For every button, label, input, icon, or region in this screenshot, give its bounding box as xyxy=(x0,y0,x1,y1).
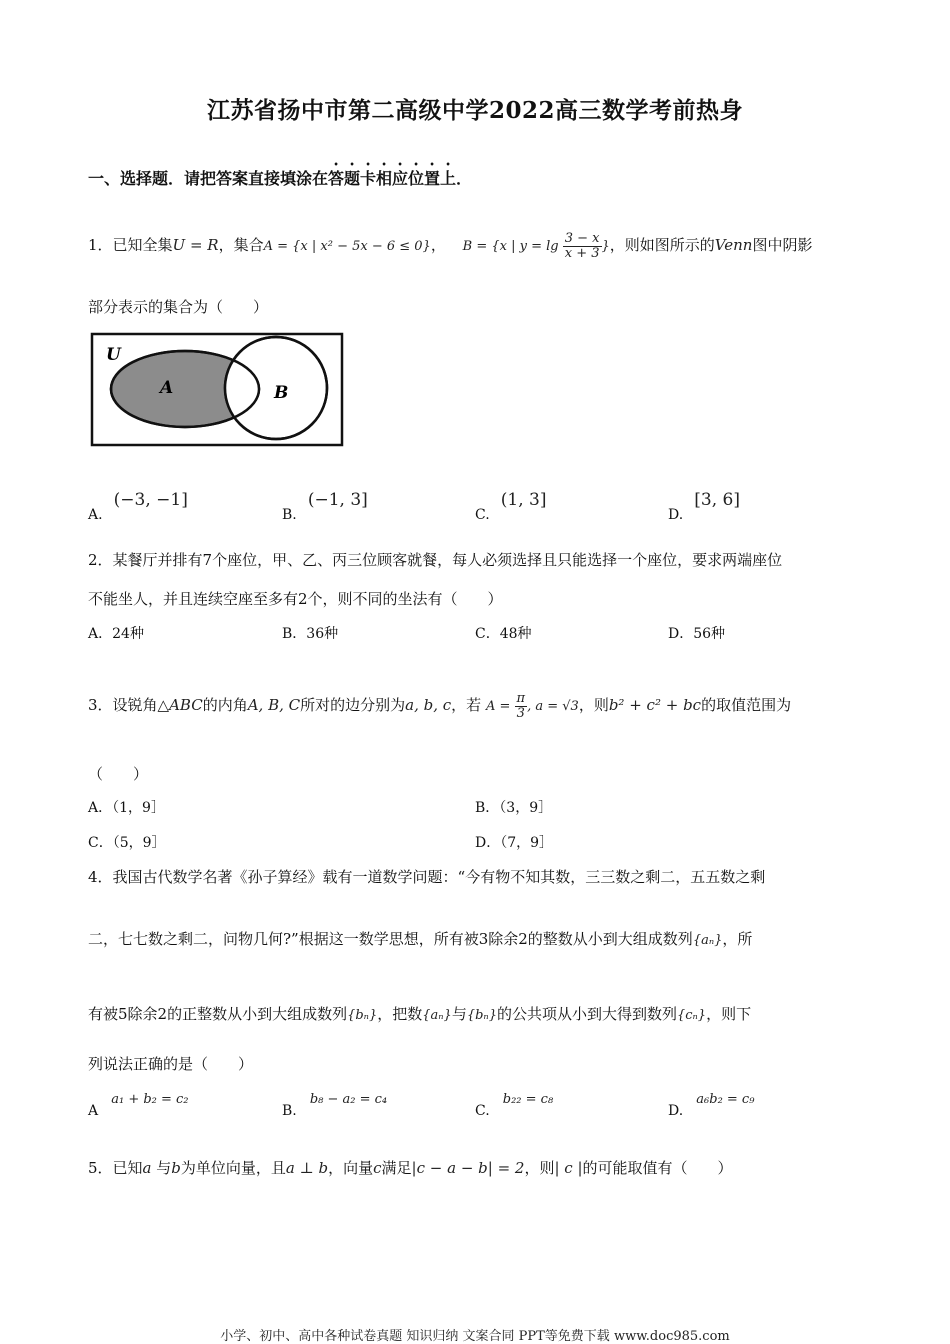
option-label: B. xyxy=(282,507,297,523)
question-3-line-1 xyxy=(88,692,791,721)
q5-text: 的可能取值有（ ） xyxy=(582,1159,733,1177)
q3-fraction-numerator: π xyxy=(516,691,526,706)
q1-fraction xyxy=(563,232,602,261)
venn-label-u: U xyxy=(106,345,121,365)
q1-option-b[interactable] xyxy=(282,490,368,523)
q5-vector-a: a xyxy=(142,1159,152,1177)
q5-text: ，则 xyxy=(524,1159,555,1177)
q4-text: 二，七七数之剩二，问物几何?”根据这一数学思想，所有被3除余2的整数从小到大组成数列 xyxy=(88,930,693,948)
q4-text: ，把数 xyxy=(377,1005,423,1023)
option-label: D． xyxy=(668,626,694,642)
option-label: B． xyxy=(475,800,500,816)
q5-text: 与 xyxy=(156,1159,172,1177)
q3-option-d[interactable] xyxy=(475,832,553,852)
option-label: B． xyxy=(282,626,307,642)
option-value: [3, 6] xyxy=(694,490,740,510)
question-4-line-2 xyxy=(88,928,752,949)
question-4-line-3 xyxy=(88,1003,751,1024)
question-5-line-1 xyxy=(88,1157,733,1178)
q3-fraction-denominator: 3 xyxy=(516,706,525,721)
q5-condition: |c − a − b| = 2 xyxy=(411,1159,525,1177)
q3-expression: b² + c² + bc xyxy=(608,696,702,714)
q1-text: ，集合 xyxy=(218,236,264,254)
q5-vector-b: b xyxy=(171,1159,181,1177)
q3-text: 所对的边分别为 xyxy=(300,696,406,714)
option-value: a₆b₂ = c₉ xyxy=(696,1092,755,1107)
q1-venn-word: Venn xyxy=(714,236,753,254)
q3-text: ，若 xyxy=(451,696,482,714)
q1-set-a: A = {x | x² − 5x − 6 ≤ 0} xyxy=(263,239,431,254)
option-value: （3，9］ xyxy=(499,800,553,816)
q4-sequence-a: {aₙ} xyxy=(692,933,723,948)
option-value: （5，9］ xyxy=(112,835,166,851)
q5-text: ，向量 xyxy=(328,1159,374,1177)
q3-fraction xyxy=(515,692,528,721)
option-label: D. xyxy=(668,507,684,523)
option-label: A. xyxy=(88,507,103,523)
q4-text: 有被5除余2的正整数从小到大组成数列 xyxy=(88,1005,348,1023)
q5-perpendicular: a ⊥ b xyxy=(285,1159,329,1177)
question-4-line-4: 列说法正确的是（ ） xyxy=(88,1055,254,1073)
question-1-line-1 xyxy=(88,232,812,261)
q1-fraction-denominator: x + 3 xyxy=(564,246,600,261)
q1-text: 1．已知全集 xyxy=(88,236,173,254)
venn-diagram xyxy=(90,332,345,448)
q3-sides: a, b, c xyxy=(405,696,452,714)
q4-option-b[interactable] xyxy=(282,1088,387,1119)
q4-sequence-b: {bₙ} xyxy=(466,1008,497,1023)
q3-triangle: △ABC xyxy=(157,696,203,714)
option-label: B. xyxy=(282,1103,297,1119)
q3-option-a[interactable] xyxy=(88,797,165,817)
q1-option-d[interactable] xyxy=(668,490,740,523)
q3-option-b[interactable] xyxy=(475,797,552,817)
q2-option-b[interactable] xyxy=(282,623,338,643)
q2-option-c[interactable] xyxy=(475,623,532,643)
option-value: b₈ − a₂ = c₄ xyxy=(309,1092,388,1107)
q1-set-b-suffix: } xyxy=(601,239,610,254)
question-3-line-2: （ ） xyxy=(88,765,149,783)
q3-condition xyxy=(485,691,579,721)
q3-angles: A, B, C xyxy=(247,696,301,714)
q1-text: ，则如图所示的 xyxy=(609,236,715,254)
q4-sequence-b: {bₙ} xyxy=(347,1008,378,1023)
q3-text: 的内角 xyxy=(202,696,248,714)
q2-option-a[interactable] xyxy=(88,623,144,643)
option-label: C. xyxy=(475,1103,490,1119)
q5-vector-c: c xyxy=(373,1159,382,1177)
q4-text: ，所 xyxy=(722,930,753,948)
q5-magnitude-c: | c | xyxy=(554,1159,583,1177)
option-value: (−3, −1] xyxy=(113,490,188,510)
q1-set-b xyxy=(462,231,610,261)
q1-set-b-prefix: B = {x | y = lg xyxy=(462,239,559,254)
q1-text: ， xyxy=(430,236,446,254)
question-1-line-2: 部分表示的集合为（ ） xyxy=(88,298,269,316)
venn-label-a: A xyxy=(160,378,174,398)
option-label: A． xyxy=(88,626,113,642)
q1-option-a[interactable] xyxy=(88,490,188,523)
option-value: （7，9］ xyxy=(500,835,554,851)
option-value: (−1, 3] xyxy=(307,490,368,510)
page-title: 江苏省扬中市第二高级中学2022高三数学考前热身 xyxy=(206,97,743,124)
q3-text: 的取值范围为 xyxy=(701,696,792,714)
q4-sequence-c: {cₙ} xyxy=(676,1008,707,1023)
q4-text: 的公共项从小到大得到数列 xyxy=(496,1005,677,1023)
q1-universal-set: U = R xyxy=(172,236,219,254)
q4-option-d[interactable] xyxy=(668,1088,754,1119)
q1-fraction-numerator: 3 − x xyxy=(564,231,600,246)
option-value: 48种 xyxy=(499,626,532,642)
q4-sequence-a: {aₙ} xyxy=(422,1008,452,1023)
q3-condition-suffix: , a = √3 xyxy=(527,699,579,714)
section-prefix: 一、选择题．请把答案直接填涂在 xyxy=(88,169,329,188)
section-emphasis: 答题卡相应位置上 xyxy=(328,169,457,188)
q4-option-c[interactable] xyxy=(475,1088,553,1119)
question-4-line-1: 4．我国古代数学名著《孙子算经》载有一道数学问题：“今有物不知其数，三三数之剩二，五五数之剩 xyxy=(88,868,766,886)
q5-text: 为单位向量，且 xyxy=(180,1159,286,1177)
option-label: D. xyxy=(668,1103,684,1119)
q1-text: 图中阴影 xyxy=(752,236,813,254)
q3-text: 3．设锐角 xyxy=(88,696,158,714)
section-suffix: ． xyxy=(456,169,473,188)
q3-condition-prefix: A = xyxy=(485,699,511,714)
question-2-line-2: 不能坐人，并且连续空座至多有2个，则不同的坐法有（ ） xyxy=(88,590,503,608)
option-label: C. xyxy=(475,507,490,523)
q4-text: 与 xyxy=(451,1005,467,1023)
option-value: a₁ + b₂ = c₂ xyxy=(111,1092,189,1107)
q3-option-c[interactable] xyxy=(88,832,166,852)
q1-option-c[interactable] xyxy=(475,490,546,523)
option-label: C． xyxy=(475,626,500,642)
q4-text: ，则下 xyxy=(706,1005,752,1023)
q3-text: ，则 xyxy=(578,696,609,714)
q5-text: 满足 xyxy=(381,1159,412,1177)
option-value: 56种 xyxy=(693,626,726,642)
section-heading xyxy=(88,159,472,189)
option-value: 24种 xyxy=(112,626,144,642)
option-value: 36种 xyxy=(306,626,339,642)
q5-text: 5．已知 xyxy=(88,1159,143,1177)
option-label: A． xyxy=(88,800,113,816)
option-label: C． xyxy=(88,835,113,851)
option-value: (1, 3] xyxy=(500,490,547,510)
venn-label-b: B xyxy=(274,383,289,403)
option-label: D． xyxy=(475,835,501,851)
question-2-line-1: 2．某餐厅并排有7个座位，甲、乙、丙三位顾客就餐，每人必须选择且只能选择一个座位，要求两端座位 xyxy=(88,551,783,569)
page-footer: 小学、初中、高中各种试卷真题 知识归纳 文案合同 PPT等免费下载 www.doc985.com xyxy=(220,1329,730,1344)
q2-option-d[interactable] xyxy=(668,623,725,643)
option-label: A xyxy=(88,1103,99,1119)
option-value: b₂₂ = c₈ xyxy=(502,1092,554,1107)
option-value: （1，9］ xyxy=(112,800,165,816)
q4-option-a[interactable] xyxy=(88,1088,189,1119)
